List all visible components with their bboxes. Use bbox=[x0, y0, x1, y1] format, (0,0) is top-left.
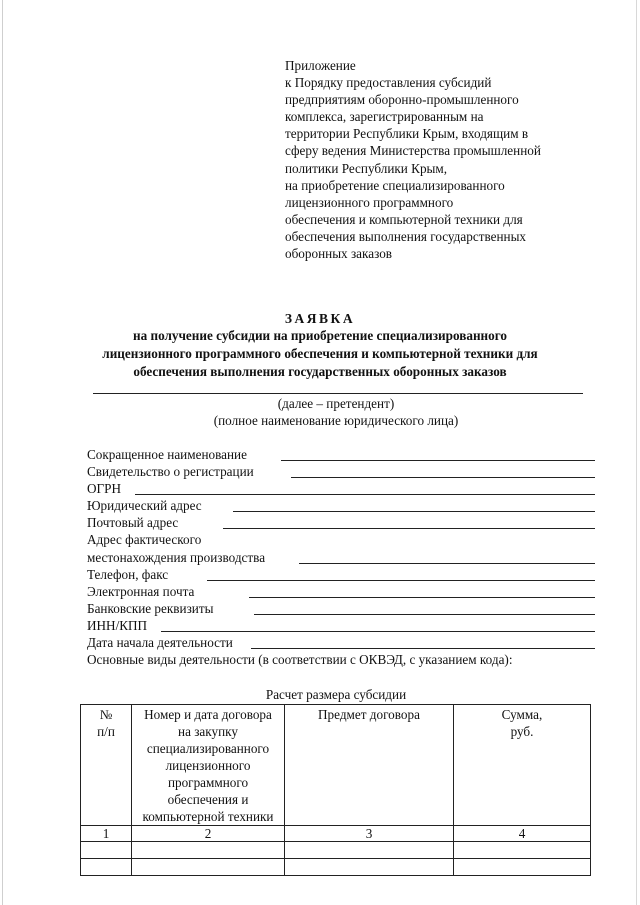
table-cell[interactable] bbox=[285, 842, 454, 859]
appendix-line: Приложение bbox=[285, 58, 356, 73]
short-name-input[interactable] bbox=[281, 460, 595, 461]
header-text: Предмет договора bbox=[318, 707, 420, 722]
email-input[interactable] bbox=[249, 597, 595, 598]
appendix-line: комплекса, зарегистрированным на bbox=[285, 109, 484, 125]
applicant-name-caption: (полное наименование юридического лица) bbox=[213, 413, 459, 428]
field-label: Дата начала деятельности bbox=[87, 635, 233, 651]
table-cell[interactable] bbox=[454, 859, 591, 876]
subsidy-calculation-table bbox=[80, 704, 591, 876]
table-cell[interactable] bbox=[285, 859, 454, 876]
activity-start-date-row bbox=[87, 634, 595, 651]
production-location-input[interactable] bbox=[299, 563, 595, 564]
field-label: Основные виды деятельности (в соответствии с ОКВЭД, с указанием кода): bbox=[87, 652, 513, 668]
appendix-line: на приобретение специализированного bbox=[285, 177, 505, 193]
table-cell[interactable] bbox=[132, 859, 285, 876]
legal-address-input[interactable] bbox=[233, 511, 595, 512]
bank-details-input[interactable] bbox=[254, 614, 595, 615]
table-cell[interactable] bbox=[454, 842, 591, 859]
appendix-header bbox=[285, 57, 585, 262]
ogrn-row bbox=[87, 480, 595, 497]
appendix-line: лицензионного программного bbox=[285, 194, 454, 210]
inn-kpp-row bbox=[87, 617, 595, 634]
requisites-form bbox=[87, 446, 595, 668]
field-label: ИНН/КПП bbox=[87, 617, 148, 633]
column-number-row bbox=[81, 826, 591, 842]
table-cell[interactable] bbox=[81, 859, 132, 876]
column-header-contract bbox=[132, 705, 285, 826]
subtitle-line: на получение субсидии на приобретение специализированного bbox=[133, 328, 507, 343]
registration-certificate-input[interactable] bbox=[291, 477, 595, 478]
field-label: Сокращенное наименование bbox=[87, 447, 247, 462]
field-label: Свидетельство о регистрации bbox=[87, 464, 254, 480]
applicant-note: (далее – претендент) bbox=[277, 396, 395, 411]
table-row bbox=[81, 842, 591, 859]
field-label: местонахождения производства bbox=[87, 549, 266, 565]
postal-address-input[interactable] bbox=[223, 528, 595, 529]
header-text: Сумма, руб. bbox=[501, 707, 543, 739]
table-cell[interactable] bbox=[132, 842, 285, 859]
inn-kpp-input[interactable] bbox=[161, 631, 595, 632]
document-subtitle bbox=[0, 327, 640, 380]
appendix-line: территории Республики Крым, входящим в bbox=[285, 126, 529, 142]
table-header-row bbox=[81, 705, 591, 826]
short-name-row bbox=[87, 446, 595, 463]
field-label: Электронная почта bbox=[87, 583, 195, 599]
calculation-title: Расчет размера субсидии bbox=[265, 687, 407, 702]
appendix-line: сферу ведения Министерства промышленной bbox=[285, 143, 541, 159]
applicant-name-field[interactable] bbox=[93, 393, 583, 394]
column-number: 4 bbox=[454, 826, 591, 842]
field-label: Банковские реквизиты bbox=[87, 600, 214, 616]
appendix-line: оборонных заказов bbox=[285, 246, 393, 262]
column-number: 1 bbox=[81, 826, 132, 842]
activity-start-date-input[interactable] bbox=[251, 648, 595, 649]
registration-certificate-row bbox=[87, 463, 595, 480]
subtitle-line: обеспечения выполнения государственных оборонных заказов bbox=[133, 363, 507, 379]
bank-details-row bbox=[87, 600, 595, 617]
field-label: Адрес фактического bbox=[87, 532, 202, 548]
production-location-row bbox=[87, 549, 595, 566]
appendix-line: к Порядку предоставления субсидий bbox=[285, 75, 492, 91]
main-activities-row bbox=[87, 651, 595, 668]
column-header-amount bbox=[454, 705, 591, 826]
header-text: № п/п bbox=[97, 707, 115, 739]
phone-fax-row bbox=[87, 566, 595, 583]
ogrn-input[interactable] bbox=[135, 494, 595, 495]
field-label: Юридический адрес bbox=[87, 498, 202, 514]
document-title: ЗАЯВКА bbox=[284, 311, 356, 326]
appendix-line: предприятиям оборонно-промышленного bbox=[285, 92, 519, 108]
column-number: 2 bbox=[132, 826, 285, 842]
field-label: ОГРН bbox=[87, 481, 122, 497]
table-cell[interactable] bbox=[81, 842, 132, 859]
subtitle-line: лицензионного программного обеспечения и компьютерной техники для bbox=[102, 345, 538, 361]
legal-address-row bbox=[87, 497, 595, 514]
table-row bbox=[81, 859, 591, 876]
actual-address-row bbox=[87, 531, 595, 548]
field-label: Почтовый адрес bbox=[87, 515, 179, 531]
appendix-line: политики Республики Крым, bbox=[285, 160, 448, 176]
postal-address-row bbox=[87, 514, 595, 531]
header-text: Номер и дата договора на закупку специализированного лицензионного программного обеспечения и компьютерной техники bbox=[142, 707, 274, 824]
column-header-number bbox=[81, 705, 132, 826]
scan-edge-right bbox=[636, 0, 637, 905]
scan-edge-left bbox=[2, 0, 3, 905]
field-label: Телефон, факс bbox=[87, 566, 169, 582]
appendix-line: обеспечения выполнения государственных bbox=[285, 228, 527, 244]
phone-fax-input[interactable] bbox=[207, 580, 595, 581]
appendix-line: обеспечения и компьютерной техники для bbox=[285, 211, 523, 227]
email-row bbox=[87, 583, 595, 600]
column-number: 3 bbox=[285, 826, 454, 842]
column-header-subject bbox=[285, 705, 454, 826]
